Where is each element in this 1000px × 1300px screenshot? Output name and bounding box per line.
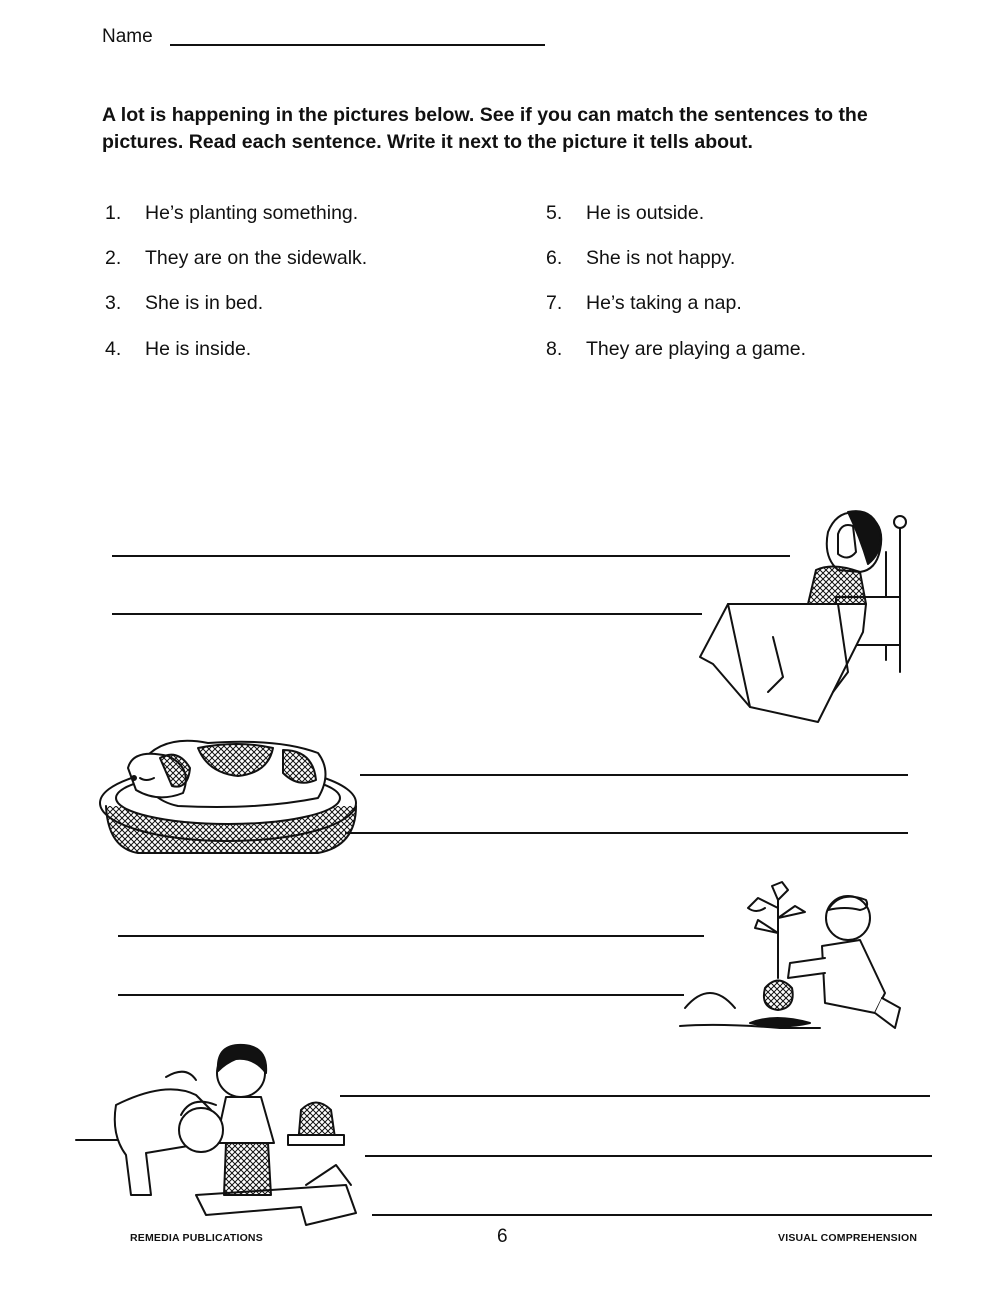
sentence-number: 3.	[105, 292, 122, 314]
sentence-text: She is not happy.	[586, 247, 736, 269]
boy-planting-tree-illustration	[660, 878, 910, 1038]
publisher-footer: REMEDIA PUBLICATIONS	[130, 1232, 263, 1244]
sentence-text: He’s taking a nap.	[586, 292, 742, 314]
girl-in-bed-illustration	[688, 492, 908, 732]
sentence-text: They are on the sidewalk.	[145, 247, 368, 269]
answer-line-3a[interactable]	[118, 935, 704, 937]
sentence-6	[546, 247, 735, 270]
sentence-number: 2.	[105, 247, 122, 269]
answer-line-2b[interactable]	[345, 832, 908, 834]
answer-line-3b[interactable]	[118, 994, 684, 996]
sentence-number: 8.	[546, 338, 563, 360]
sentence-number: 7.	[546, 292, 563, 314]
sentence-1	[105, 202, 358, 225]
sentence-4	[105, 338, 251, 361]
answer-line-4b[interactable]	[365, 1155, 932, 1157]
answer-line-1b[interactable]	[112, 613, 702, 615]
answer-line-4a[interactable]	[340, 1095, 930, 1097]
name-label: Name	[102, 26, 153, 47]
sentence-text: He’s planting something.	[145, 202, 359, 224]
sentence-number: 6.	[546, 247, 563, 269]
answer-line-2a[interactable]	[360, 774, 908, 776]
girls-playing-hopscotch-illustration	[76, 1035, 366, 1235]
series-footer: VISUAL COMPREHENSION	[778, 1232, 918, 1244]
sentence-7	[546, 292, 742, 315]
sentence-number: 5.	[546, 202, 563, 224]
sleeping-dog-illustration	[98, 728, 368, 858]
sentence-2	[105, 247, 367, 270]
sentence-5	[546, 202, 704, 225]
instructions: A lot is happening in the pictures below. See if you can match the sentences to the pictures. Read each sentence. Write it next to the picture it tells about.	[102, 104, 868, 153]
sentence-3	[105, 292, 263, 315]
answer-line-4c[interactable]	[372, 1214, 932, 1216]
sentence-8	[546, 338, 806, 361]
sentence-number: 1.	[105, 202, 122, 224]
sentence-text: He is inside.	[145, 338, 252, 360]
page-number: 6	[497, 1226, 508, 1247]
sentence-number: 4.	[105, 338, 122, 360]
sentence-text: She is in bed.	[145, 292, 264, 314]
name-field-line[interactable]	[170, 44, 545, 46]
sentence-text: They are playing a game.	[586, 338, 807, 360]
sentence-text: He is outside.	[586, 202, 705, 224]
